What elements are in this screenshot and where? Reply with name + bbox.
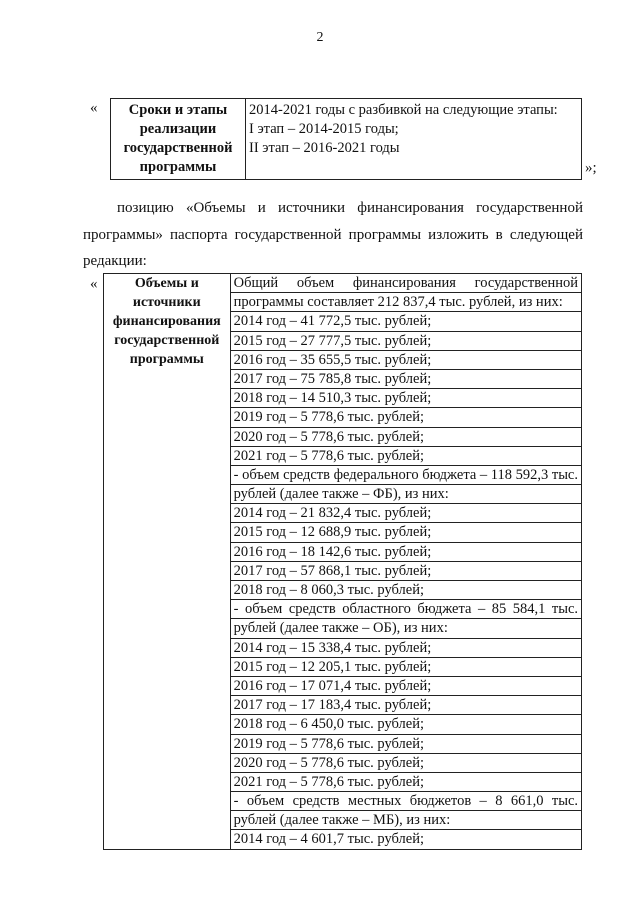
funding-row: - объем средств областного бюджета – 85 584,1 тыс.: [231, 600, 581, 619]
funding-row: 2017 год – 57 868,1 тыс. рублей;: [231, 562, 581, 581]
funding-row: 2019 год – 5 778,6 тыс. рублей;: [231, 408, 581, 427]
funding-content-cell: [230, 274, 581, 850]
funding-row: 2019 год – 5 778,6 тыс. рублей;: [231, 735, 581, 754]
stages-label-line: программы: [139, 159, 217, 175]
stages-content-line: 2014-2021 годы с разбивкой на следующие этапы:: [249, 102, 558, 118]
page-number: 2: [316, 30, 324, 45]
funding-row: 2014 год – 21 832,4 тыс. рублей;: [231, 504, 581, 523]
funding-row: рублей (далее также – ОБ), из них:: [231, 619, 581, 638]
funding-table: [103, 273, 582, 850]
funding-label-line: финансирования: [112, 314, 221, 329]
funding-row: 2021 год – 5 778,6 тыс. рублей;: [231, 447, 581, 466]
stages-content-cell: [246, 99, 582, 180]
funding-row: 2018 год – 14 510,3 тыс. рублей;: [231, 389, 581, 408]
funding-row: - объем средств местных бюджетов – 8 661,0 тыс.: [231, 792, 581, 811]
amendment-text: позицию «Объемы и источники финансирования государственной программы» паспорта государственной программы изложить в следующей редакции:: [83, 200, 583, 269]
stages-label-line: Сроки и этапы: [128, 102, 228, 118]
funding-row: 2014 год – 4 601,7 тыс. рублей;: [233, 831, 425, 848]
open-quote-1: «: [90, 100, 98, 116]
funding-row: 2017 год – 75 785,8 тыс. рублей;: [231, 370, 581, 389]
funding-row: рублей (далее также – ФБ), из них:: [231, 485, 581, 504]
funding-label-line: Объемы и источники: [132, 276, 201, 310]
open-quote-2: «: [90, 276, 98, 292]
stages-content-line: I этап – 2014-2015 годы;: [249, 121, 399, 137]
funding-row: 2018 год – 6 450,0 тыс. рублей;: [231, 715, 581, 734]
funding-row: 2020 год – 5 778,6 тыс. рублей;: [231, 428, 581, 447]
funding-row: 2018 год – 8 060,3 тыс. рублей;: [231, 581, 581, 600]
funding-row: 2017 год – 17 183,4 тыс. рублей;: [231, 696, 581, 715]
funding-row: 2021 год – 5 778,6 тыс. рублей;: [231, 773, 581, 792]
stages-content-line: II этап – 2016-2021 годы: [249, 140, 400, 156]
stages-label-line: государственной: [123, 140, 233, 156]
funding-row: 2014 год – 15 338,4 тыс. рублей;: [231, 639, 581, 658]
funding-label-cell: [104, 274, 231, 850]
funding-row: 2014 год – 41 772,5 тыс. рублей;: [231, 312, 581, 331]
funding-row: 2020 год – 5 778,6 тыс. рублей;: [231, 754, 581, 773]
stages-label-cell: [111, 99, 246, 180]
stages-label-line: реализации: [139, 121, 217, 137]
funding-row: 2016 год – 18 142,6 тыс. рублей;: [231, 543, 581, 562]
funding-row: 2016 год – 35 655,5 тыс. рублей;: [231, 351, 581, 370]
close-quote: »;: [585, 160, 597, 176]
funding-row: 2016 год – 17 071,4 тыс. рублей;: [231, 677, 581, 696]
funding-row: - объем средств федерального бюджета – 118 592,3 тыс.: [231, 466, 581, 485]
funding-row: Общий объем финансирования государственной: [231, 274, 581, 293]
funding-row: программы составляет 212 837,4 тыс. рублей, из них:: [231, 293, 581, 312]
stages-table: [110, 98, 582, 180]
amendment-paragraph: [83, 195, 583, 275]
funding-row: 2015 год – 12 205,1 тыс. рублей;: [231, 658, 581, 677]
funding-row: 2015 год – 27 777,5 тыс. рублей;: [231, 332, 581, 351]
funding-label-line: государственной: [114, 333, 220, 348]
funding-label-line: программы: [129, 352, 204, 367]
funding-row: рублей (далее также – МБ), из них:: [231, 811, 581, 830]
funding-row: 2015 год – 12 688,9 тыс. рублей;: [231, 523, 581, 542]
